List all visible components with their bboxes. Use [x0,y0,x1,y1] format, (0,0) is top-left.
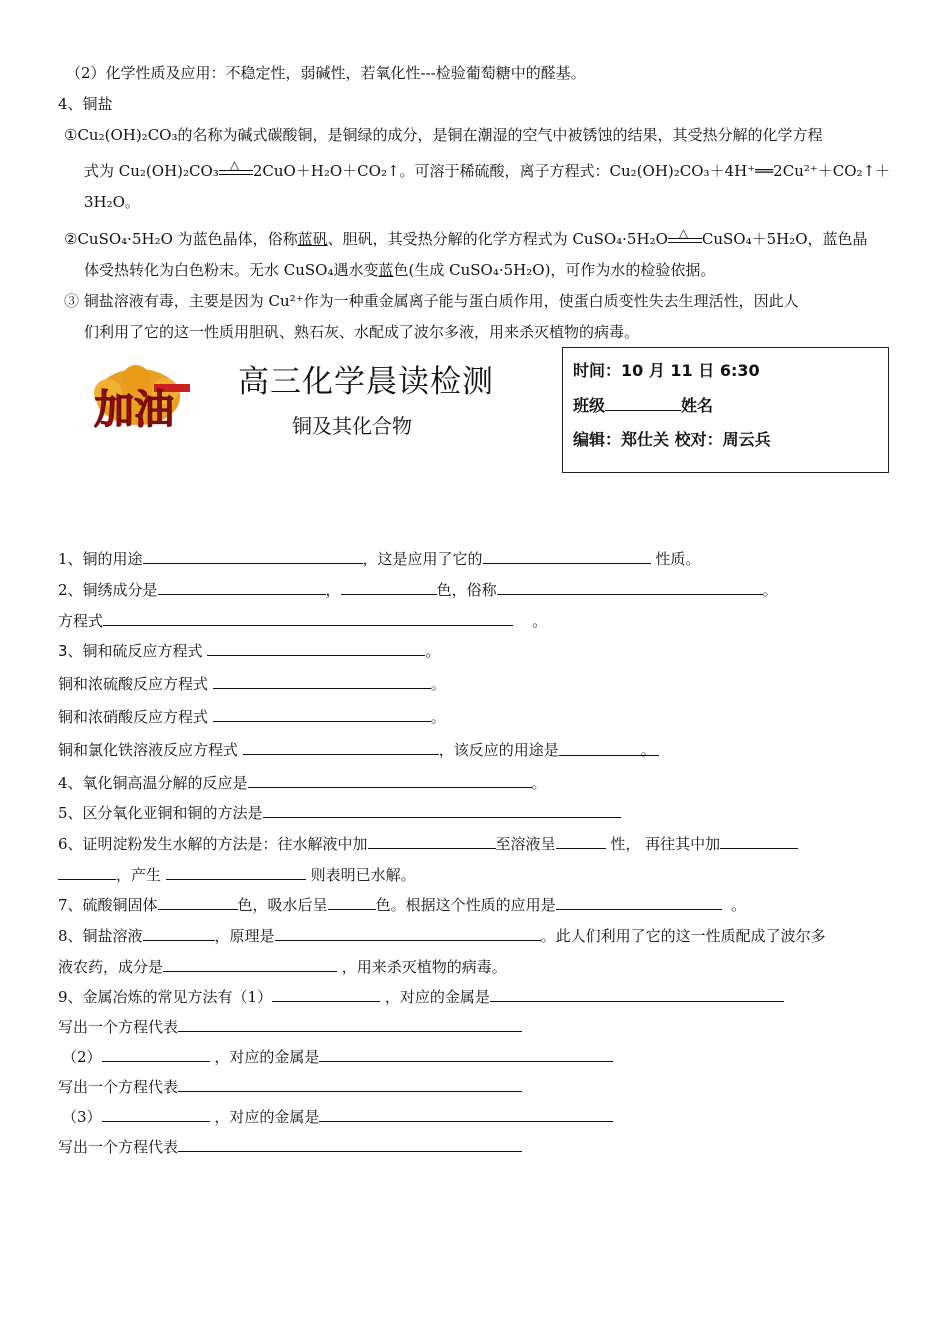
q6-second-reagent-field[interactable] [720,832,798,849]
q7-wet-color-field[interactable] [328,893,376,910]
q5-field[interactable] [263,801,621,818]
q2-equation-field[interactable] [103,609,513,626]
item1-line3: 3H₂O。 [84,193,140,211]
q1-use-field[interactable] [143,547,363,564]
q3-use-field[interactable]: 。 [559,739,659,756]
item1-formula-start: 式为 Cu₂(OH)₂CO₃ [84,162,219,180]
question-5: 5、区分氧化亚铜和铜的方法是 [58,801,621,824]
question-1: 1、铜的用途 ，这是应用了它的 性质。 [58,547,700,570]
item2-line2: 体受热转化为白色粉末。无水 CuSO₄遇水变蓝色(生成 CuSO₄·5H₂O)，可作为水的检验依据。 [84,261,716,279]
q8-principle-field[interactable] [275,924,541,941]
page-title: 高三化学晨读检测 [238,364,494,400]
blue-vitriol-term: 蓝矾 [297,230,328,248]
question-8: 8、铜盐溶液 ，原理是 。此人们利用了它的这一性质配成了波尔多 [58,924,826,947]
section-copper-salts: 4、铜盐 [58,95,113,113]
q7-color-field[interactable] [158,893,238,910]
q6-product-field[interactable] [166,863,306,880]
item1-formula-rest: 2CuO＋H₂O＋CO₂↑。可溶于稀硫酸，离子方程式：Cu₂(OH)₂CO₃＋4H⁺══2Cu²⁺＋CO₂↑＋ [252,162,891,180]
q3-hno3-field[interactable] [213,705,431,722]
class-name-row: 班级 姓名 [573,396,714,415]
question-9-eq1: 写出一个方程代表 [58,1015,522,1038]
page-subtitle: 铜及其化合物 [292,414,412,438]
question-2: 2、铜绣成分是 ， 色，俗称 。 [58,578,778,601]
q9-equation1-field[interactable] [178,1015,522,1032]
q9-method2-field[interactable] [102,1045,210,1062]
question-3-h2so4: 铜和浓硫酸反应方程式 。 [58,672,446,695]
question-9: 9、金属冶炼的常见方法有（1） ，对应的金属是 [58,985,784,1008]
class-field[interactable] [605,394,681,411]
item1-line1: ①Cu₂(OH)₂CO₃的名称为碱式碳酸铜，是铜绿的成分，是铜在潮湿的空气中被锈蚀的结果，其受热分解的化学方程 [64,126,823,144]
question-9-eq2: 写出一个方程代表 [58,1075,522,1098]
q6-solution-state-field[interactable] [556,832,606,849]
question-2-equation: 方程式 。 [58,609,547,632]
q9-metal3-field[interactable] [319,1105,613,1122]
question-8-cont: 液农药，成分是 ，用来杀灭植物的病毒。 [58,955,507,978]
question-7: 7、硫酸铜固体 色，吸水后呈 色。根据这个性质的应用是 。 [58,893,746,916]
q4-field[interactable] [248,771,532,788]
editor-text: 编辑：郑仕关 校对：周云兵 [573,430,771,449]
q9-equation3-field[interactable] [178,1135,522,1152]
info-box [562,347,889,473]
question-6-cont: ，产生 则表明已水解。 [58,863,416,886]
item1-line2 [84,160,890,182]
q6-reagent-field[interactable] [368,832,496,849]
q9-method1-field[interactable] [272,985,380,1002]
q2-color-field[interactable] [341,578,437,595]
q3-h2so4-field[interactable] [213,672,431,689]
question-3-hno3: 铜和浓硝酸反应方程式 。 [58,705,446,728]
item3-line2: 们利用了它的这一性质用胆矾、熟石灰、水配成了波尔多液，用来杀灭植物的病毒。 [84,323,640,341]
q8-property-field[interactable] [143,924,215,941]
q6-reagent-cont-field[interactable] [58,863,116,880]
q9-method3-field[interactable] [102,1105,210,1122]
q2-component-field[interactable] [158,578,326,595]
q3-sulfur-field[interactable] [207,639,425,656]
item3-line1: ③ 铜盐溶液有毒，主要是因为 Cu²⁺作为一种重金属离子能与蛋白质作用，使蛋白质变性失去生理活性，因此人 [64,292,799,310]
question-6: 6、证明淀粉发生水解的方法是：往水解液中加 至溶液呈 性， 再往其中加 [58,832,798,855]
time-text: 时间：10 月 11 日 6:30 [573,361,760,380]
q9-metal1-field[interactable] [490,985,784,1002]
heat-condition-icon-2: △ [668,230,702,246]
q2-common-name-field[interactable] [497,578,763,595]
question-4: 4、氧化铜高温分解的反应是 。 [58,771,547,794]
jiayou-logo-icon [70,365,200,440]
question-9-3: （3） ，对应的金属是 [62,1105,613,1128]
q9-metal2-field[interactable] [319,1045,613,1062]
question-9-eq3: 写出一个方程代表 [58,1135,522,1158]
item2-line1: ②CuSO₄·5H₂O 为蓝色晶体，俗称蓝矾、胆矾，其受热分解的化学方程式为 CuSO₄·5H₂O △ CuSO₄＋5H₂O，蓝色晶 [64,226,868,248]
q9-equation2-field[interactable] [178,1075,522,1092]
q8-component-field[interactable] [163,955,337,972]
q3-fecl3-field[interactable] [243,738,439,755]
svg-text:加油: 加油 [94,387,174,433]
q7-application-field[interactable] [556,893,722,910]
blue-term: 蓝 [378,261,394,279]
question-9-2: （2） ，对应的金属是 [62,1045,613,1068]
chem-properties-line: （2）化学性质及应用：不稳定性，弱碱性，若氧化性---检验葡萄糖中的醛基。 [66,64,586,82]
question-3: 3、铜和硫反应方程式 。 [58,639,440,662]
question-3-fecl3: 铜和氯化铁溶液反应方程式 ，该反应的用途是 。 [58,738,659,761]
q1-property-field[interactable] [483,547,651,564]
heat-condition-icon: △ [219,162,253,178]
